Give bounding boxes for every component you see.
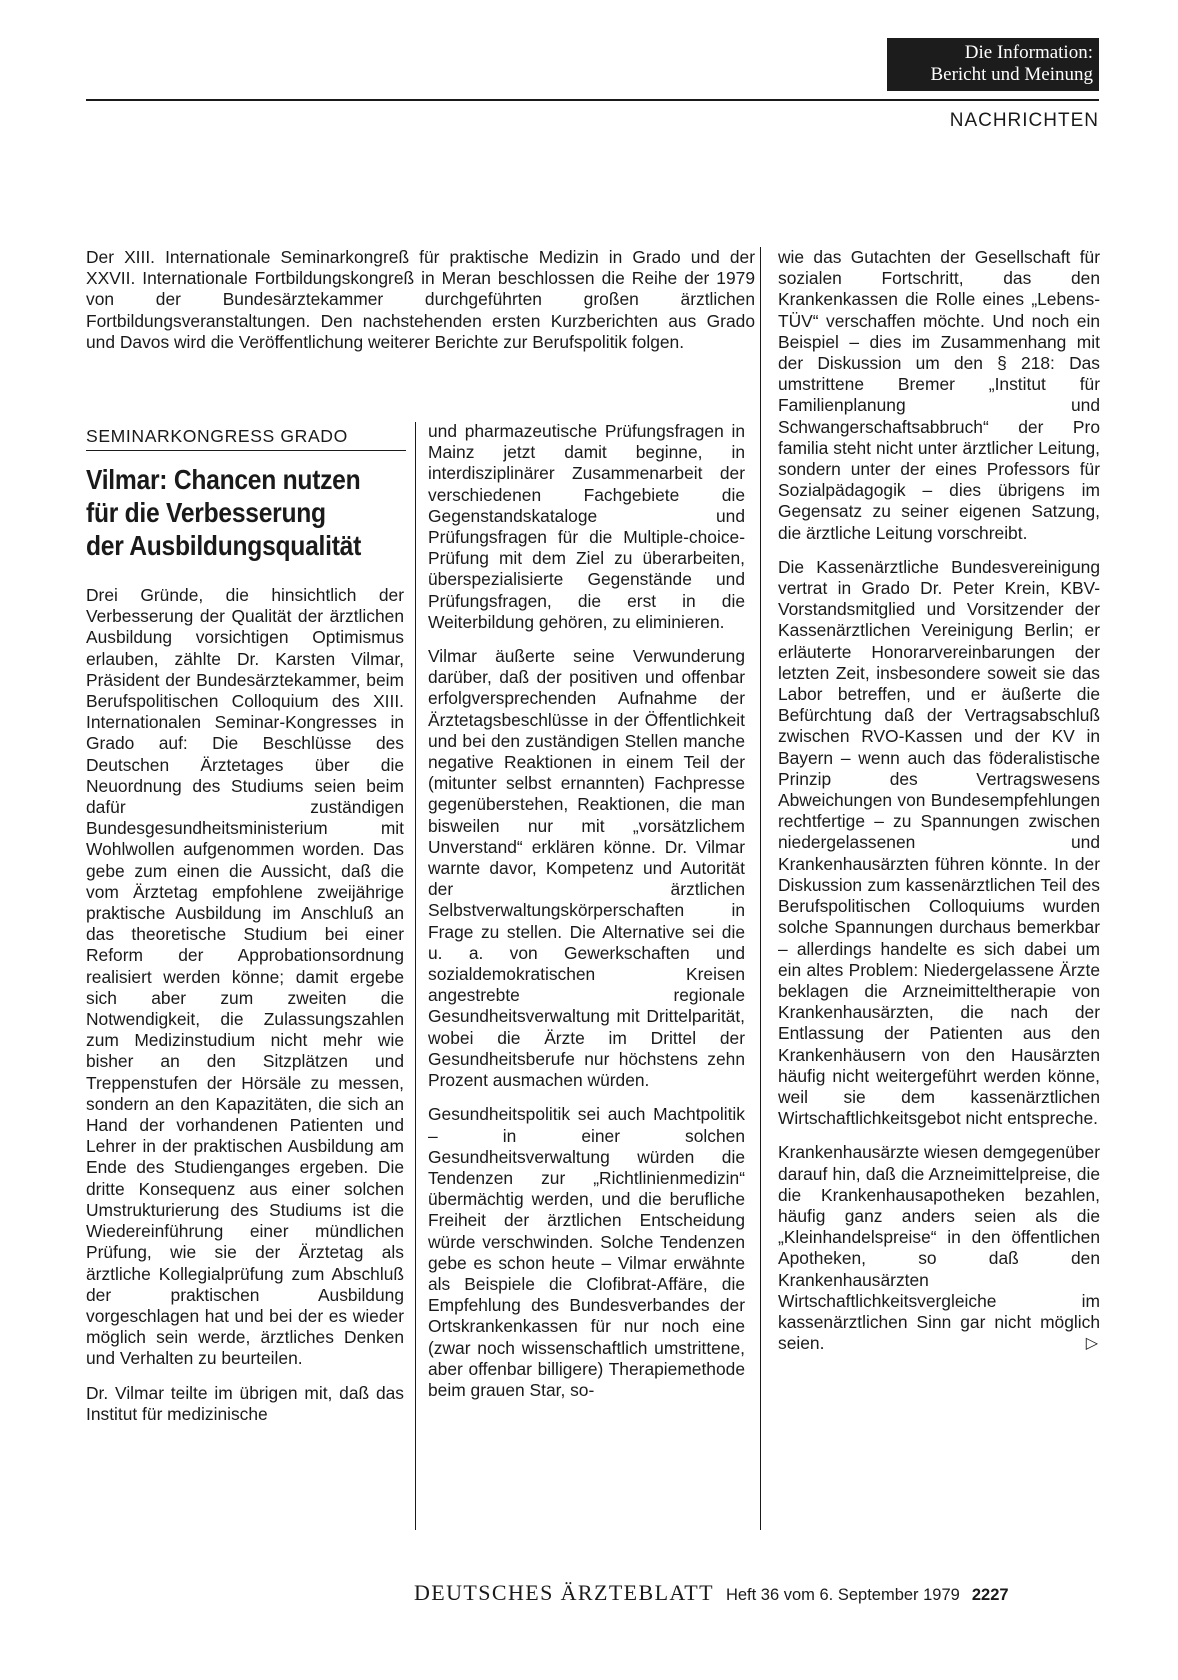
badge-line-1: Die Information: bbox=[964, 42, 1093, 63]
paragraph-text: Krankenhausärzte wiesen demgegenüber darauf hin, daß die Arzneimittelpreise, die die Krankenhausapotheken bezahlen, häufig ganz anders seien als die „Kleinhandelspreise“ in den öffentlichen Apotheken, so daß den Krankenhausärzten Wirtschaftlichkeitsvergleiche im kassenärztlichen Sinn gar nicht möglich seien. bbox=[778, 1142, 1100, 1354]
paragraph bbox=[778, 1142, 1100, 1354]
section-badge bbox=[887, 38, 1099, 91]
issue-info: Heft 36 vom 6. September 1979 bbox=[725, 1586, 960, 1604]
intro-text: Der XIII. Internationale Seminarkongreß für praktische Medizin in Grado und der XXVII. Internationale Fortbildungskongreß in Meran beschlossen die Reihe der 1979 von der Bundesärztekammer durchgeführten großen ärztlichen Fortbildungsveranstaltungen. Den nachstehenden ersten Kurzberichten aus Grado und Davos wird die Veröffentlichung weiterer Berichte zur Berufspolitik folgen. bbox=[86, 247, 755, 352]
badge-line-2: Bericht und Meinung bbox=[930, 64, 1093, 85]
article-headline: Vilmar: Chancen nutzen für die Verbesserung der Ausbildungsqualität bbox=[86, 464, 362, 561]
page-footer bbox=[414, 1581, 1100, 1608]
journal-name: DEUTSCHES ÄRZTEBLATT bbox=[414, 1580, 714, 1605]
paragraph: Vilmar äußerte seine Verwunderung darüber, daß der positiven und offenbar erfolgversprechenden Aufnahme der Ärztetagsbeschlüsse in der Öffentlichkeit und bei den zuständigen Stellen manche negative Reaktionen in einem Teil der (mitunter selbst ernannten) Fachpresse gegenüberstehen, Reaktionen, die man bisweilen nur mit „vorsätzlichem Unverstand“ erklären könne. Dr. Vilmar warnte davor, Kompetenz und Autorität der ärztlichen Selbstverwaltungskörperschaften in Frage zu stellen. Die Alternative sei die u. a. von Gewerkschaften und sozialdemokratischen Kreisen angestrebte regionale Gesundheitsverwaltung mit Drittelparität, wobei die Ärzte im Drittel der Gesundheitsberufe nur höchstens zehn Prozent ausmachen würden. bbox=[428, 646, 745, 1091]
paragraph: Die Kassenärztliche Bundesvereinigung vertrat in Grado Dr. Peter Krein, KBV-Vorstandsmitglied und Vorsitzender der Kassenärztlichen Vereinigung Berlin; er erläuterte Honorarvereinbarungen der letzten Zeit, insbesondere soweit sie das Labor betreffen, und er äußerte die Befürchtung daß der Vertragsabschluß zwischen RVO-Kassen und der KV in Bayern – wenn auch das föderalistische Prinzip des Vertragswesens Abweichungen von Bundesempfehlungen rechtfertige – zu Spannungen zwischen niedergelassenen und Krankenhausärzten führen könnte. In der Diskussion zum kassenärztlichen Teil des Berufspolitischen Colloquiums wurden solche Spannungen durchaus bemerkbar – allerdings handelte es sich dabei um ein altes Problem: Niedergelassene Ärzte beklagen die Arzneimitteltherapie von Krankenhausärzten, die nach der Entlassung der Patienten aus den Krankenhäusern von den Hausärzten häufig nicht weitergeführt werden könne, weil sie dem kassenärztlichen Wirtschaftlichkeitsgebot nicht entspreche. bbox=[778, 556, 1100, 1129]
continue-arrow-icon: ▷ bbox=[1085, 1335, 1098, 1353]
column-divider bbox=[760, 247, 761, 1530]
column-3 bbox=[778, 247, 1100, 1367]
page-number: 2227 bbox=[971, 1586, 1009, 1604]
column-2 bbox=[428, 421, 745, 1414]
paragraph: und pharmazeutische Prüfungsfragen in Mainz jetzt damit beginne, in interdisziplinärer Zusammenarbeit der verschiedenen Fachgebiete die Gegenstandskataloge und Prüfungsfragen für die Multiple-choice-Prüfung mit dem Ziel zu überarbeiten, überspezialisierte Gegenstände und Prüfungsfragen, die erst in die Weiterbildung gehören, zu eliminieren. bbox=[428, 421, 745, 632]
header-rule bbox=[86, 99, 1099, 101]
intro-paragraph bbox=[86, 247, 755, 366]
section-label: NACHRICHTEN bbox=[949, 110, 1099, 131]
article-kicker: SEMINARKONGRESS GRADO bbox=[86, 425, 406, 451]
paragraph: wie das Gutachten der Gesellschaft für sozialen Fortschritt, das den Krankenkassen die Rolle eines „Lebens-TÜV“ verschaffen möchte. Und noch ein Beispiel – dies im Zusammenhang mit der Diskussion um den § 218: Das umstrittene Bremer „Institut für Familienplanung und Schwangerschaftsabbruch“ der Pro familia steht nicht unter ärztlicher Leitung, sondern unter der eines Professors für Sozialpädagogik – dies übrigens im Gegensatz zu seiner eigenen Satzung, die ärztliche Leitung vorschreibt. bbox=[778, 247, 1100, 543]
paragraph: Drei Gründe, die hinsichtlich der Verbesserung der Qualität der ärztlichen Ausbildung vorsichtigen Optimismus erlauben, zählte Dr. Karsten Vilmar, Präsident der Bundesärztekammer, beim Berufspolitischen Colloquium des XIII. Internationalen Seminar-Kongresses in Grado auf: Die Beschlüsse des Deutschen Ärztetages über die Neuordnung des Studiums seien beim dafür zuständigen Bundesgesundheitsministerium mit Wohlwollen aufgenommen worden. Das gebe zum einen die Aussicht, daß die vom Ärztetag empfohlene zweijährige praktische Ausbildung im Anschluß an das theoretische Studium bei einer Reform der Approbationsordnung realisiert werden könne; damit ergebe sich aber zum zweiten die Notwendigkeit, die Zulassungszahlen zum Medizinstudium nicht mehr wie bisher an den Sitzplätzen und Treppenstufen der Hörsäle zu messen, sondern an den Kapazitäten, die sich an Hand der vorhandenen Patienten und Lehrer in der praktischen Ausbildung am Ende des Studienganges ergeben. Die dritte Konsequenz aus einer solchen Umstrukturierung des Studiums ist die Wiedereinführung einer mündlichen Prüfung, wie sie der Ärztetag als ärztliche Kollegialprüfung zum Abschluß der praktischen Ausbildung vorgeschlagen hat und bei der es wieder möglich sein werde, ärztliches Denken und Verhalten zu beurteilen. bbox=[86, 585, 404, 1369]
paragraph: Gesundheitspolitik sei auch Machtpolitik – in einer solchen Gesundheitsverwaltung würden die Tendenzen zur „Richtlinienmedizin“ übermächtig werden, und die berufliche Freiheit der ärztlichen Entscheidung würde verschwinden. Solche Tendenzen gebe es schon heute – Vilmar erwähnte als Beispiele die Clofibrat-Affäre, die Empfehlung des Bundesverbandes der Ortskrankenkassen für nur noch eine (zwar noch wissenschaftlich umstrittene, aber offenbar billigere) Therapiemethode beim grauen Star, so- bbox=[428, 1104, 745, 1400]
paragraph: Dr. Vilmar teilte im übrigen mit, daß das Institut für medizinische bbox=[86, 1382, 404, 1424]
column-divider bbox=[415, 422, 416, 1530]
column-1 bbox=[86, 585, 404, 1438]
